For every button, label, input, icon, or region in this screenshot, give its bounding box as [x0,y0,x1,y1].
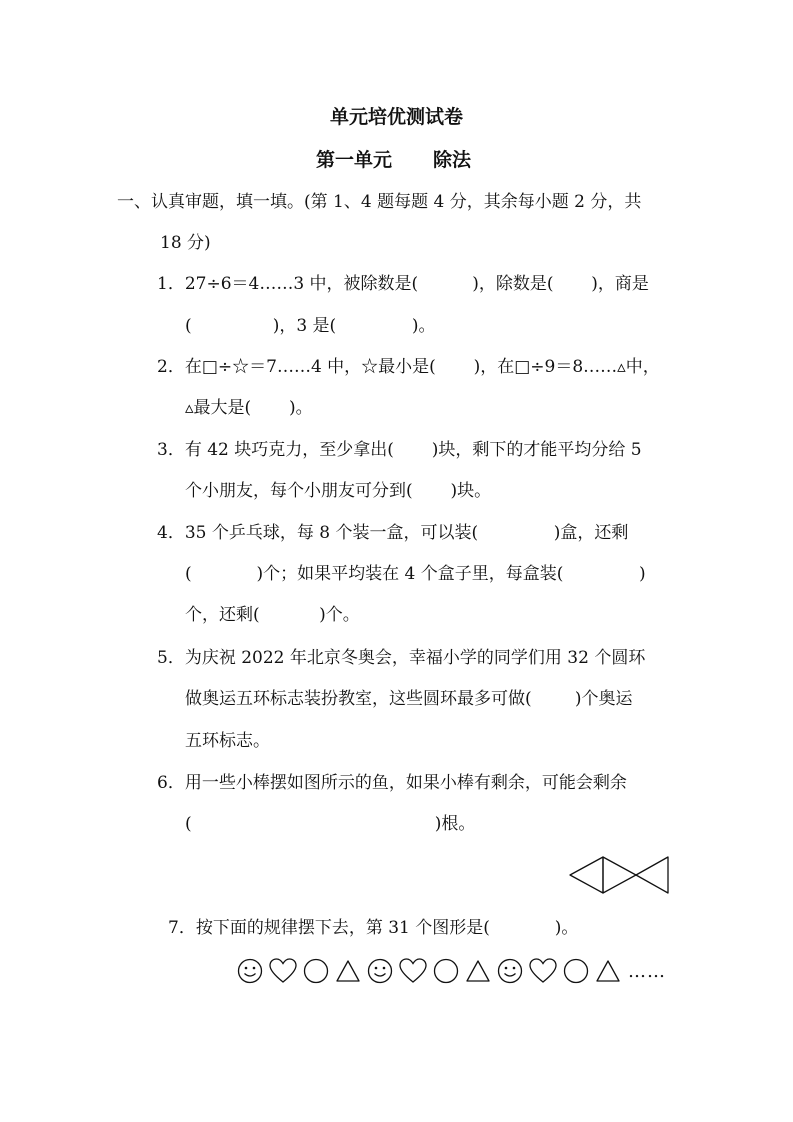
question-6-line-1: 6．用一些小棒摆如图所示的鱼，如果小棒有剩余，可能会剩余 [157,773,627,793]
question-4-line-3: 个，还剩( )个。 [185,605,360,625]
triangle-icon [594,957,622,985]
question-4-line-1: 4．35 个乒乓球，每 8 个装一盒，可以装( )盒，还剩 [157,523,629,543]
topic-label: 除法 [433,149,472,171]
question-1-line-2: ( )，3 是( )。 [185,316,436,336]
unit-label: 第一单元 [316,149,393,171]
question-3-line-2: 个小朋友，每个小朋友可分到( )块。 [185,481,492,501]
circle-icon [562,957,590,985]
smiley-icon [236,957,264,985]
question-6-line-2: ( )根。 [185,814,476,834]
question-7-line-1: 7．按下面的规律摆下去，第 31 个图形是( )。 [168,918,579,938]
question-5-line-2: 做奥运五环标志装扮教室，这些圆环最多可做( )个奥运 [185,689,633,709]
question-5-line-3: 五环标志。 [185,731,270,751]
circle-icon [432,957,460,985]
smiley-icon [496,957,524,985]
heart-icon [268,957,298,985]
smiley-icon [366,957,394,985]
heart-icon [528,957,558,985]
pattern-sequence [236,957,666,985]
triangle-icon [464,957,492,985]
section-heading: 一、认真审题，填一填。(第 1、4 题每题 4 分，其余每小题 2 分，共 [117,192,642,212]
question-3-line-1: 3．有 42 块巧克力，至少拿出( )块，剩下的才能平均分给 5 [157,440,642,460]
heart-icon [398,957,428,985]
fish-stick-figure [568,855,672,897]
circle-icon [302,957,330,985]
question-5-line-1: 5．为庆祝 2022 年北京冬奥会，幸福小学的同学们用 32 个圆环 [157,648,646,668]
triangle-icon [334,957,362,985]
sequence-ellipsis: …… [628,960,666,982]
question-2-line-2: ▵最大是( )。 [185,398,313,418]
section-heading-cont: 18 分) [160,233,211,253]
question-4-line-2: ( )个；如果平均装在 4 个盒子里，每盒装( ) [185,564,646,584]
page-title: 单元培优测试卷 [329,106,463,128]
question-1-line-1: 1．27÷6＝4……3 中，被除数是( )，除数是( )，商是 [157,274,649,294]
question-2-line-1: 2．在□÷☆＝7……4 中，☆最小是( )，在□÷9＝8……▵中， [157,357,660,377]
